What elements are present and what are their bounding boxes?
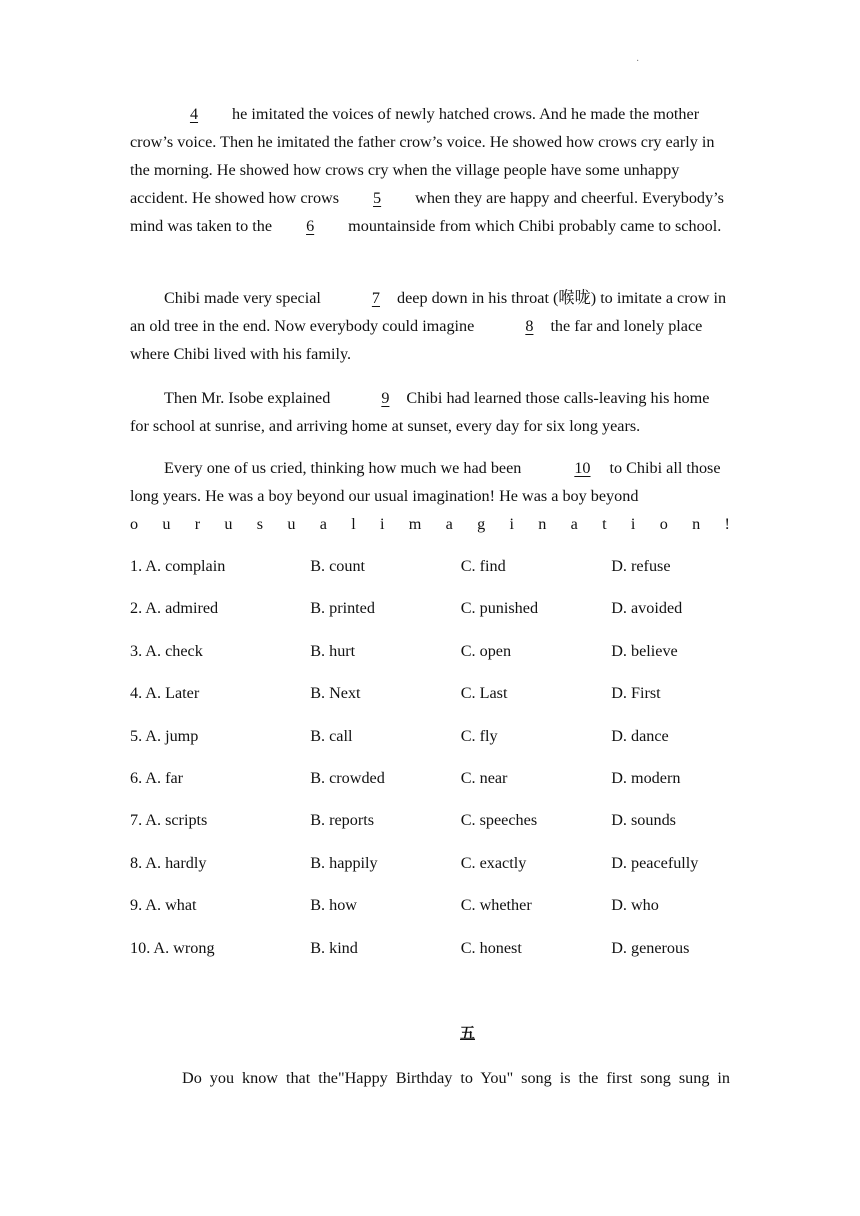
option-choice: 10. A. wrong (130, 938, 215, 957)
spread-letters-line (130, 510, 730, 538)
option-choice: C. honest (460, 938, 522, 957)
option-choice: C. fly (460, 726, 498, 745)
paragraph-1-text-a: he imitated the voices of newly hatched crows. And he made the mother crow’s voice. Then he imitated the father crow’s voice. He showed how crows cry early in the morning. He showed how crows cry when the village people have some unhappy accident. He showed how crows (130, 105, 715, 207)
blank-10: 10 (574, 459, 591, 477)
blank-9: 9 (381, 389, 390, 407)
option-choice: C. open (460, 641, 512, 660)
spread-letter: m (408, 515, 422, 533)
paragraph-4-text-a: Every one of us cried, thinking how much we had been (164, 459, 522, 477)
option-choice: B. hurt (310, 641, 356, 660)
spread-letter: i (509, 515, 515, 533)
spread-letter: u (287, 515, 296, 533)
next-passage-first-line: Do you know that the"Happy Birthday to You" song is the first song sung in (182, 1069, 730, 1087)
paragraph-1 (130, 100, 730, 240)
spread-letter: g (477, 515, 486, 533)
option-row (130, 764, 730, 806)
option-choice: D. generous (611, 938, 690, 957)
option-choice: 8. A. hardly (130, 853, 207, 872)
option-choice: 1. A. complain (130, 557, 226, 575)
option-choice: B. crowded (310, 768, 385, 787)
answer-options (130, 552, 730, 976)
option-choice: C. find (460, 557, 506, 575)
paragraph-3-text-b: Chibi had learned those calls-leaving his home for school at sunrise, and arriving home at sunset, every day for six long years. (130, 389, 710, 435)
spread-letter: u (224, 515, 233, 533)
option-choice: D. sounds (611, 811, 676, 830)
option-row (130, 679, 730, 721)
spread-letter: ! (724, 515, 730, 533)
option-row (130, 722, 730, 764)
option-choice: 2. A. admired (130, 599, 219, 618)
option-choice: 3. A. check (130, 641, 203, 660)
option-choice: D. who (611, 896, 659, 915)
spread-letter: n (538, 515, 547, 533)
option-choice: D. modern (611, 768, 681, 787)
spread-letter: a (319, 515, 327, 533)
option-choice: D. believe (611, 641, 678, 660)
spread-letter: o (659, 515, 668, 533)
option-choice: 5. A. jump (130, 726, 199, 745)
paragraph-3-text-a: Then Mr. Isobe explained (164, 389, 331, 407)
option-choice: D. dance (611, 726, 669, 745)
option-choice: C. Last (460, 684, 508, 703)
paragraph-2 (130, 284, 730, 368)
paragraph-2-text-c: the far and lonely place where Chibi lived with his family. (130, 317, 703, 363)
blank-6: 6 (306, 217, 315, 235)
paragraph-1-text-b: when they are happy and cheerful. Everybody’s mind was taken to the (130, 189, 724, 235)
option-choice: B. call (310, 726, 353, 745)
option-choice: C. punished (460, 599, 539, 618)
option-choice: B. reports (310, 811, 375, 830)
spread-letter: t (602, 515, 607, 533)
option-choice: B. how (310, 896, 357, 915)
option-choice: 7. A. scripts (130, 811, 208, 830)
spread-letter: a (570, 515, 578, 533)
paragraph-3 (130, 384, 730, 440)
spread-letter: s (256, 515, 264, 533)
spread-letter: l (351, 515, 356, 533)
option-row (130, 806, 730, 848)
option-row (130, 891, 730, 933)
blank-8: 8 (525, 317, 534, 335)
option-choice: B. kind (310, 938, 358, 957)
option-row (130, 594, 730, 636)
option-row (130, 849, 730, 891)
paragraph-2-text-a: Chibi made very special (164, 289, 321, 307)
paragraph-4 (130, 454, 730, 510)
spread-letter: n (692, 515, 701, 533)
spread-letter: i (630, 515, 636, 533)
option-choice: 9. A. what (130, 896, 197, 915)
spread-letter: a (445, 515, 453, 533)
paragraph-2-text-b: deep down in his throat (喉咙) to imitate a crow in an old tree in the end. Now everybody could imagine (130, 289, 727, 335)
blank-4: 4 (189, 105, 199, 123)
paragraph-4-text-b: to Chibi all those long years. He was a boy beyond our usual imagination! He was a boy beyond (130, 459, 721, 505)
section-title: 五 (460, 1026, 476, 1042)
option-row (130, 934, 730, 976)
option-choice: D. avoided (611, 599, 683, 618)
option-choice: 4. A. Later (130, 684, 200, 703)
option-choice: B. count (310, 557, 366, 575)
option-choice: C. near (460, 768, 508, 787)
option-choice: C. whether (460, 896, 532, 915)
blank-5: 5 (373, 189, 382, 207)
paragraph-1-text-c: mountainside from which Chibi probably came to school. (348, 217, 722, 235)
spread-letter: o (130, 515, 139, 533)
option-choice: D. First (611, 684, 661, 703)
option-choice: B. printed (310, 599, 375, 618)
option-choice: 6. A. far (130, 768, 184, 787)
blank-7: 7 (371, 289, 380, 307)
option-choice: C. exactly (460, 853, 527, 872)
option-row (130, 552, 730, 594)
option-row (130, 637, 730, 679)
spread-letter: r (194, 515, 201, 533)
option-choice: B. Next (310, 684, 361, 703)
spread-letter: u (162, 515, 171, 533)
page-mark: · (636, 56, 640, 67)
option-choice: D. peacefully (611, 853, 699, 872)
option-choice: D. refuse (611, 557, 671, 575)
option-choice: C. speeches (460, 811, 538, 830)
option-choice: B. happily (310, 853, 378, 872)
spread-letter: i (380, 515, 385, 533)
